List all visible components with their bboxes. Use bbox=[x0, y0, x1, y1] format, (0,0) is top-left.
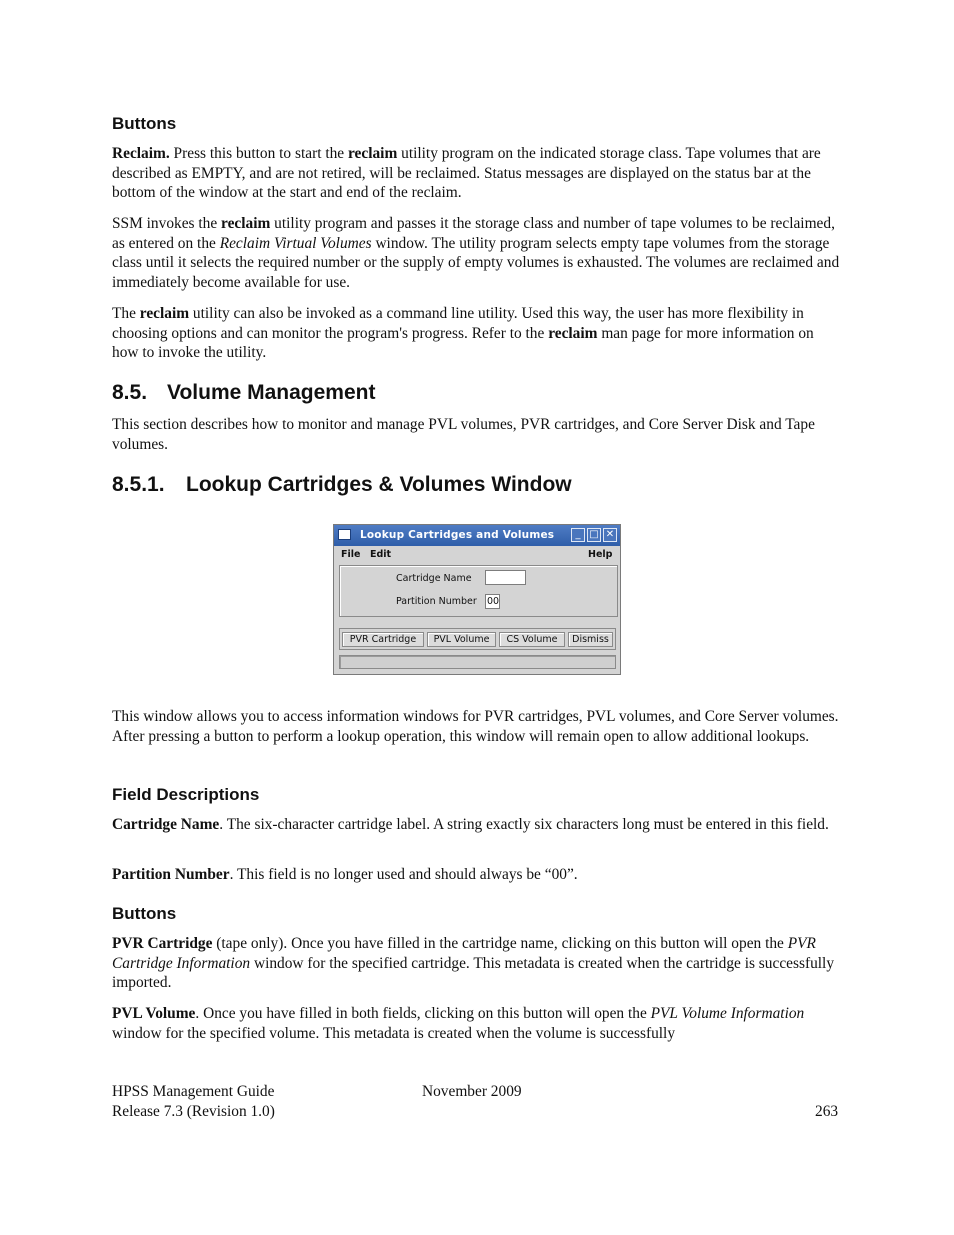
text: man page for more information on how to invoke the utility. bbox=[112, 324, 814, 361]
partition-number-input[interactable]: 00 bbox=[487, 596, 500, 607]
pvr-cartridge-term: PVR Cartridge bbox=[112, 935, 213, 952]
section-number: 8.5.1. bbox=[112, 473, 165, 496]
text: window. The utility program selects empty tape volumes from the storage class until it selects the required number or the supply of empty volumes is exhausted. The volumes are reclaimed and immediately become available for use. bbox=[112, 234, 840, 291]
buttons-heading: Buttons bbox=[112, 114, 177, 133]
pvr-cartridge-description bbox=[112, 934, 844, 993]
window-title: Lookup Cartridges and Volumes bbox=[360, 529, 555, 541]
reclaim-bold: reclaim bbox=[139, 305, 190, 322]
footer-page-number: 263 bbox=[815, 1103, 839, 1120]
text: utility can also be invoked as a command line utility. Used this way, the user has more flexibility in choosing options and can monitor the program's progress. Refer to the bbox=[112, 305, 804, 342]
menu-file[interactable]: File bbox=[341, 549, 361, 560]
field-descriptions-heading: Field Descriptions bbox=[112, 785, 260, 804]
reclaim-term: Reclaim. bbox=[112, 145, 170, 162]
window-titlebar bbox=[334, 525, 620, 546]
footer-date: November 2009 bbox=[422, 1083, 522, 1100]
section-heading-8-5-1 bbox=[112, 473, 572, 497]
window-name: PVL Volume Information bbox=[650, 1005, 805, 1022]
text: (tape only). Once you have filled in the cartridge name, clicking on this button will open the bbox=[212, 935, 788, 952]
section-heading-8-5 bbox=[112, 381, 375, 405]
cartridge-name-description bbox=[112, 815, 844, 835]
footer-guide: HPSS Management Guide bbox=[112, 1083, 275, 1100]
reclaim-bold: reclaim bbox=[548, 324, 598, 342]
text: . The six-character cartridge label. A string exactly six characters long must be entered in this field. bbox=[219, 816, 829, 833]
pvl-volume-button[interactable]: PVL Volume bbox=[427, 632, 496, 647]
window-name: PVR Cartridge Information bbox=[112, 935, 816, 972]
menu-edit[interactable]: Edit bbox=[370, 549, 392, 560]
close-button[interactable]: ✕ bbox=[603, 528, 617, 542]
reclaim-bold: reclaim bbox=[221, 215, 271, 232]
buttons-heading: Buttons bbox=[112, 904, 177, 923]
cartridge-name-label: Cartridge Name bbox=[396, 573, 472, 584]
menu-help[interactable]: Help bbox=[588, 549, 613, 560]
button-row bbox=[339, 628, 616, 650]
pvl-volume-description bbox=[112, 1004, 844, 1043]
text: Press this button to start the bbox=[169, 145, 348, 162]
ssm-paragraph bbox=[112, 214, 844, 292]
cs-volume-button[interactable]: CS Volume bbox=[499, 632, 565, 647]
pvl-volume-term: PVL Volume bbox=[112, 1005, 196, 1022]
text: utility program on the indicated storage class. Tape volumes that are described as EMPTY, and are not retired, will be reclaimed. Status messages are displayed on the status bar at the bottom of the window at the start and end of the reclaim. bbox=[112, 145, 821, 201]
section-title: Volume Management bbox=[167, 381, 376, 404]
window-description-paragraph: This window allows you to access information windows for PVR cartridges, PVL volumes, and Core Server volumes. After pressing a button to perform a lookup operation, this window will remain open to allow additional lookups. bbox=[112, 708, 839, 745]
section-intro-paragraph: This section describes how to monitor and manage PVL volumes, PVR cartridges, and Core Server Disk and Tape volumes. bbox=[112, 416, 815, 453]
footer-release: Release 7.3 (Revision 1.0) bbox=[112, 1103, 275, 1120]
text: . Once you have filled in both fields, clicking on this button will open the bbox=[195, 1005, 651, 1022]
text: The bbox=[112, 305, 140, 322]
status-bar bbox=[339, 655, 616, 669]
text: window for the specified volume. This metadata is created when the volume is successfully bbox=[112, 1024, 676, 1042]
window-name: Reclaim Virtual Volumes bbox=[219, 234, 372, 252]
text: SSM invokes the bbox=[112, 215, 222, 232]
dismiss-button[interactable]: Dismiss bbox=[568, 632, 613, 647]
section-title: Lookup Cartridges & Volumes Window bbox=[186, 473, 572, 496]
partition-number-term: Partition Number bbox=[112, 866, 230, 883]
text: . This field is no longer used and should always be “00”. bbox=[229, 866, 578, 883]
cli-paragraph bbox=[112, 304, 844, 363]
reclaim-paragraph bbox=[112, 144, 844, 203]
minimize-button[interactable]: _ bbox=[571, 528, 585, 542]
lookup-window bbox=[333, 524, 621, 675]
cartridge-name-term: Cartridge Name bbox=[112, 816, 220, 833]
fields-group bbox=[339, 565, 618, 617]
partition-number-description bbox=[112, 865, 844, 885]
maximize-button[interactable]: □ bbox=[587, 528, 601, 542]
partition-number-label: Partition Number bbox=[396, 596, 477, 607]
cartridge-name-input[interactable] bbox=[485, 570, 526, 585]
text: utility program and passes it the storage class and number of tape volumes to be reclaimed, as entered on the bbox=[112, 215, 835, 252]
reclaim-bold: reclaim bbox=[347, 145, 398, 162]
pvr-cartridge-button[interactable]: PVR Cartridge bbox=[342, 632, 424, 647]
text: window for the specified cartridge. This metadata is created when the cartridge is successfully imported. bbox=[112, 954, 835, 991]
section-number: 8.5. bbox=[112, 381, 148, 404]
menubar bbox=[334, 547, 620, 563]
window-icon bbox=[338, 529, 351, 540]
